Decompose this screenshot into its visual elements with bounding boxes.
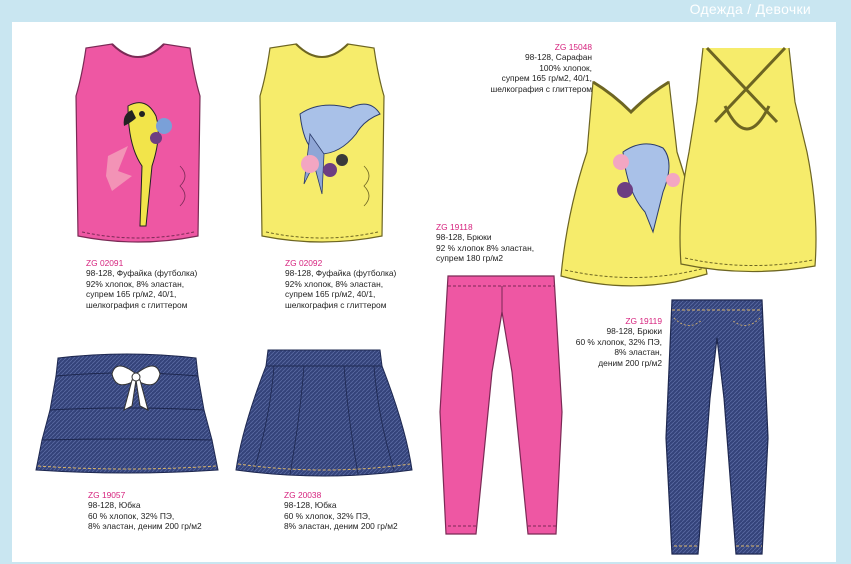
product-code: ZG 02092	[285, 258, 323, 268]
product-line: супрем 165 гр/м2, 40/1,	[285, 289, 376, 300]
denim-skirt-illustration	[234, 348, 414, 482]
product-line: 98-128, Фуфайка (футболка)	[86, 268, 198, 279]
product-line: 60 % хлопок, 32% ПЭ,	[88, 510, 175, 521]
product-code: ZG 15048	[554, 42, 592, 52]
product-line: 8% эластан,	[614, 347, 662, 358]
product-code: ZG 20038	[284, 490, 322, 500]
product-line: супрем 165 гр/м2, 40/1,	[86, 289, 177, 300]
product-line: 98-128, Сарафан	[524, 52, 592, 63]
product-desc-zg15048	[464, 42, 592, 94]
denim-jeans-illustration	[662, 298, 772, 560]
yellow-dress-illustration	[557, 42, 827, 292]
dress-back	[680, 48, 816, 272]
product-line: 8% эластан, деним 200 гр/м2	[284, 521, 398, 532]
product-line: супрем 165 гр/м2, 40/1,	[501, 73, 592, 84]
product-desc-zg19119	[546, 316, 662, 368]
product-line: 8% эластан, деним 200 гр/м2	[88, 521, 202, 532]
product-line: 60 % хлопок, 32% ПЭ,	[575, 336, 662, 347]
denim-bow-skirt-illustration	[32, 352, 222, 482]
product-line: шелкография с глиттером	[285, 299, 387, 310]
product-code: ZG 19119	[625, 316, 662, 326]
product-desc-zg02091	[86, 258, 197, 310]
product-line: 98-128, Брюки	[436, 232, 492, 243]
product-line: шелкография с глиттером	[490, 83, 592, 94]
yellow-tshirt-illustration	[252, 36, 392, 252]
product-line: 92% хлопок, 8% эластан,	[285, 278, 384, 289]
product-line: 100% хлопок,	[539, 62, 592, 73]
product-desc-zg20038	[284, 490, 398, 532]
section-title: Одежда / Девочки	[689, 1, 811, 17]
product-line: деним 200 гр/м2	[598, 357, 662, 368]
product-line: 98-128, Юбка	[284, 500, 337, 511]
product-code: ZG 19057	[88, 490, 126, 500]
product-code: ZG 02091	[86, 258, 124, 268]
product-line: 98-128, Брюки	[606, 326, 662, 337]
pink-tshirt-illustration	[68, 36, 208, 252]
product-line: шелкография с глиттером	[86, 299, 188, 310]
product-line: 92% хлопок, 8% эластан,	[86, 278, 185, 289]
product-line: 98-128, Фуфайка (футболка)	[285, 268, 397, 279]
catalog-page	[12, 22, 836, 562]
product-line: 98-128, Юбка	[88, 500, 141, 511]
product-code: ZG 19118	[436, 222, 473, 232]
product-line: супрем 180 гр/м2	[436, 253, 504, 264]
product-line: 92 % хлопок 8% эластан,	[436, 242, 535, 253]
product-desc-zg19057	[88, 490, 202, 532]
product-desc-zg19118	[436, 222, 534, 264]
product-line: 60 % хлопок, 32% ПЭ,	[284, 510, 371, 521]
product-desc-zg02092	[285, 258, 396, 310]
pink-leggings-illustration	[432, 272, 572, 542]
